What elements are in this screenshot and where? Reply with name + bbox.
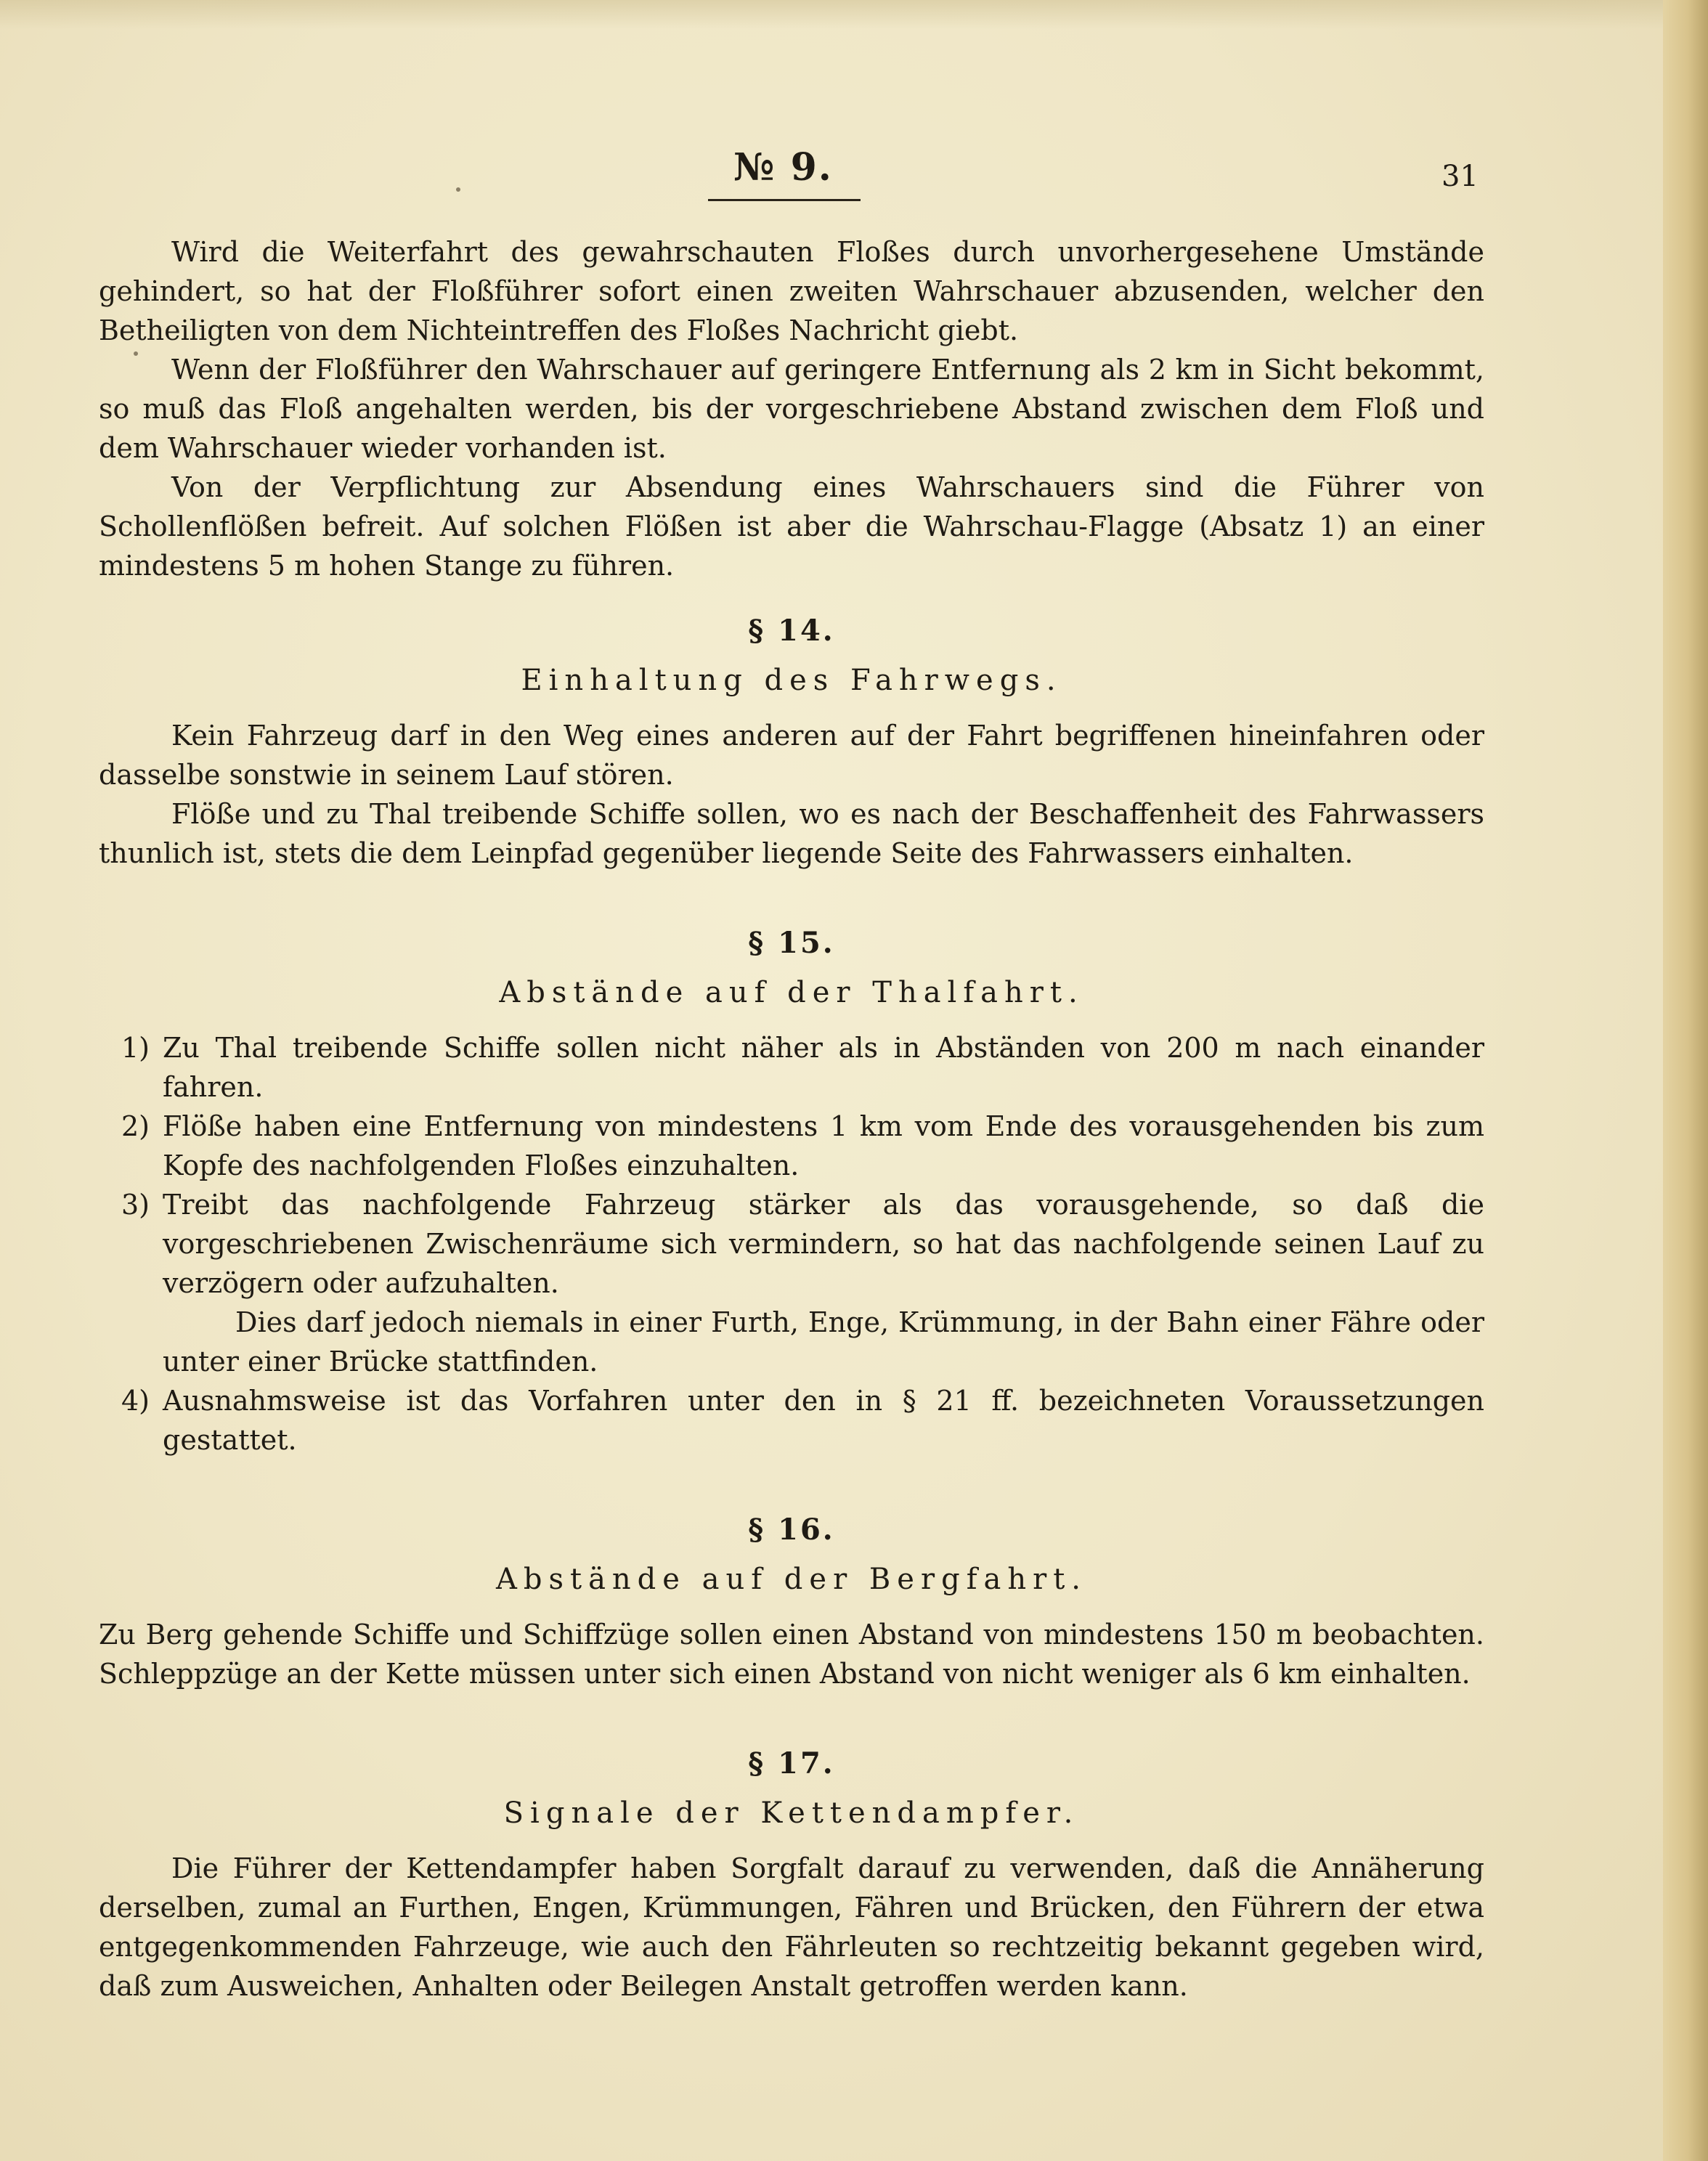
list-item: [99, 1107, 1484, 1185]
section-16-number: § 16.: [748, 1513, 835, 1547]
section-17-title: Signale der Kettendampfer.: [503, 1796, 1080, 1830]
page-number: 31: [1441, 160, 1479, 193]
section-14-paragraph-2: Flöße und zu Thal treibende Schiffe sollen, wo es nach der Beschaffenheit des Fahrwassers thunlich ist, stets die dem Leinpfad gegenüber liegende Seite des Fahrwassers einhalten.: [99, 798, 1484, 869]
list-item-number: 1): [121, 1032, 150, 1064]
section-17-paragraph: Die Führer der Kettendampfer haben Sorgfalt darauf zu verwenden, daß die Annäherung derselben, zumal an Furthen, Engen, Krümmungen, Fähren und Brücken, den Führern der etwa entgegenkommenden Fahrzeuge, wie auch den Fährleuten so rechtzeitig bekannt gegeben wird, daß zum Ausweichen, Anhalten oder Beilegen Anstalt getroffen werden kann.: [99, 1852, 1484, 2002]
list-item-text: Flöße haben eine Entfernung von mindestens 1 km vom Ende des vorausgehenden bis zum Kopfe des nachfolgenden Floßes einzuhalten.: [163, 1110, 1484, 1181]
page-edge-shadow: [1663, 0, 1708, 2161]
issue-number: № 9.: [733, 145, 833, 190]
paper-speck: [456, 187, 460, 192]
list-item-number: 2): [121, 1110, 150, 1142]
list-item-text: Zu Thal treibende Schiffe sollen nicht näher als in Abständen von 200 m nach einander fahren.: [163, 1032, 1484, 1103]
section-14-number: § 14.: [748, 614, 835, 648]
page-top-shadow: [0, 0, 1708, 29]
spacer: [99, 1693, 1484, 1718]
intro-paragraph-3: Von der Verpflichtung zur Absendung eines Wahrschauers sind die Führer von Schollenflößen befreit. Auf solchen Flößen ist aber die Wahrschau-Flagge (Absatz 1) an einer mindestens 5 m hohen Stange zu führen.: [99, 471, 1484, 582]
list-item-3-continuation: Dies darf jedoch niemals in einer Furth, Enge, Krümmung, in der Bahn einer Fähre oder unter einer Brücke stattfinden.: [163, 1306, 1484, 1377]
intro-paragraph-2: Wenn der Floßführer den Wahrschauer auf geringere Entfernung als 2 km in Sicht bekommt, so muß das Floß angehalten werden, bis der vorgeschriebene Abstand zwischen dem Floß und dem Wahrschauer wieder vorhanden ist.: [99, 354, 1484, 464]
section-15-title: Abstände auf der Thalfahrt.: [499, 976, 1084, 1009]
section-14-title: Einhaltung des Fahrwegs.: [521, 664, 1062, 697]
list-item-text: Ausnahmsweise ist das Vorfahren unter den in § 21 ff. bezeichneten Voraussetzungen gestattet.: [163, 1385, 1484, 1456]
section-14-paragraph-1: Kein Fahrzeug darf in den Weg eines anderen auf der Fahrt begriffenen hineinfahren oder dasselbe sonstwie in seinem Lauf stören.: [99, 720, 1484, 791]
list-item: [99, 1185, 1484, 1303]
header-rule: [708, 199, 861, 201]
spacer: [99, 873, 1484, 898]
section-15-number: § 15.: [748, 926, 835, 960]
intro-paragraph-1: Wird die Weiterfahrt des gewahrschauten Floßes durch unvorhergesehene Umstände gehindert, so hat der Floßführer sofort einen zweiten Wahrschauer abzusenden, welcher den Betheiligten von dem Nichteintreffen des Floßes Nachricht giebt.: [99, 236, 1484, 346]
list-item-text: Treibt das nachfolgende Fahrzeug stärker als das vorausgehende, so daß die vorgeschriebenen Zwischenräume sich vermindern, so hat das nachfolgende seinen Lauf zu verzögern oder aufzuhalten.: [163, 1189, 1484, 1299]
section-16-paragraph: Zu Berg gehende Schiffe und Schiffzüge sollen einen Abstand von mindestens 150 m beobachten. Schleppzüge an der Kette müssen unter sich einen Abstand von nicht weniger als 6 km einhalten.: [99, 1619, 1484, 1690]
document-body: [99, 232, 1484, 2006]
list-item: [99, 1381, 1484, 1460]
list-item: [99, 1028, 1484, 1107]
spacer: [99, 1460, 1484, 1484]
section-17-number: § 17.: [748, 1746, 835, 1781]
list-item-number: 3): [121, 1189, 150, 1221]
section-16-title: Abstände auf der Bergfahrt.: [495, 1563, 1088, 1596]
list-item-number: 4): [121, 1385, 150, 1417]
